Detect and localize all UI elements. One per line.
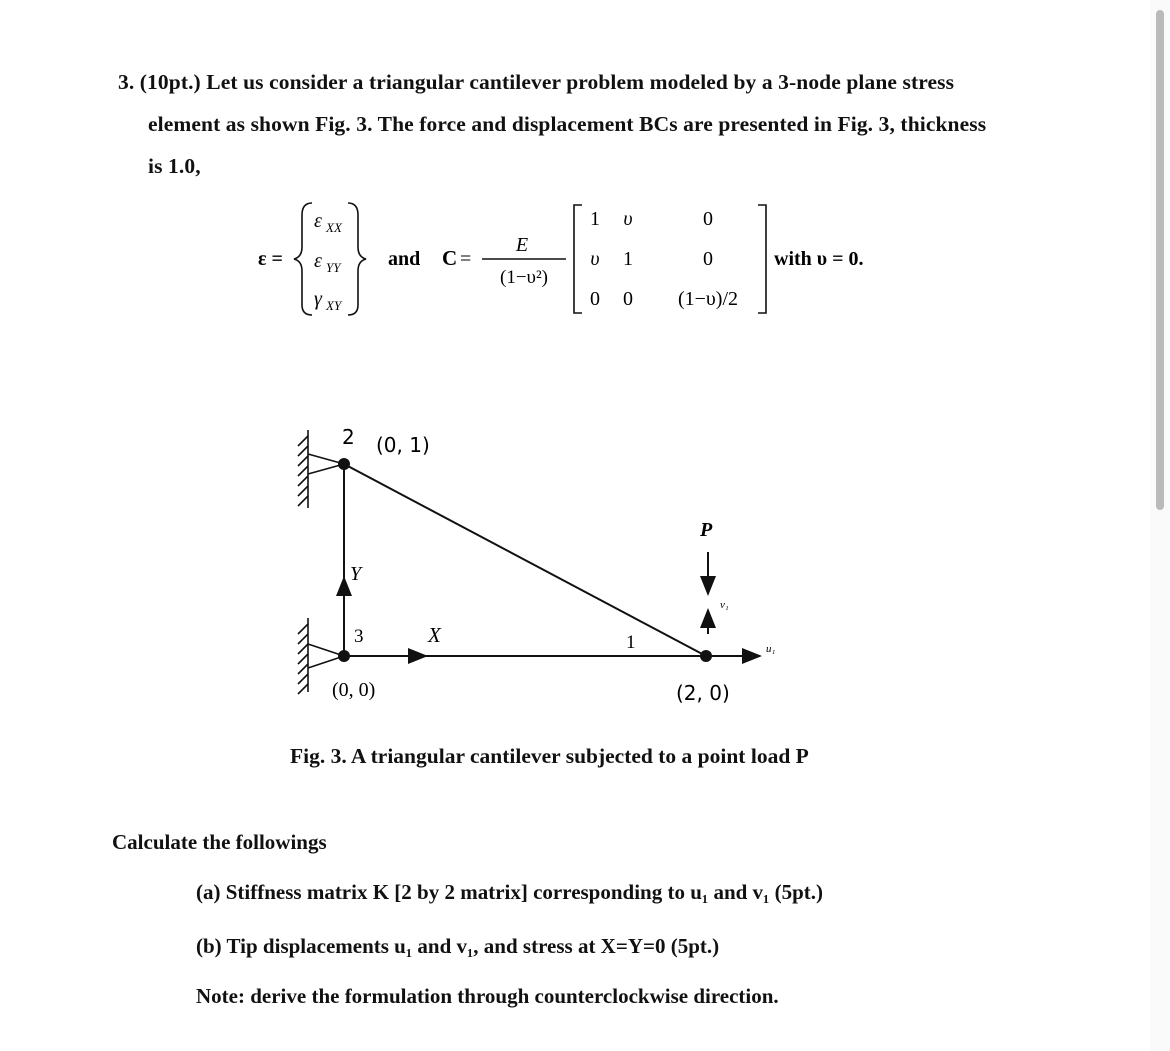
fraction-numerator: E <box>515 234 529 256</box>
problem-line-2: element as shown Fig. 3. The force and displacement BCs are presented in Fig. 3, thickness <box>148 112 987 136</box>
node3-number: 3 <box>354 626 364 647</box>
eps-xx-sub: XX <box>326 220 342 235</box>
y-axis-label: Y <box>350 563 362 585</box>
node1-number: 1 <box>626 632 636 653</box>
node-3 <box>338 650 350 662</box>
node1-coordinate: (2, 0) <box>676 681 730 705</box>
figure-caption: Fig. 3. A triangular cantilever subjected to a point load P <box>290 744 809 768</box>
load-label: P <box>700 519 713 541</box>
right-curly-brace <box>348 203 366 315</box>
v1-label: v₁ <box>720 599 729 611</box>
c-symbol: C <box>442 246 458 270</box>
and-text: and <box>388 248 421 270</box>
eps-yy: ε <box>314 250 322 272</box>
scrollbar-thumb[interactable] <box>1156 10 1164 510</box>
eps-xx: ε <box>314 210 322 232</box>
u1-label: u₁ <box>766 643 776 655</box>
fraction-denominator: (1−υ²) <box>500 267 548 288</box>
matrix-cell: 0 <box>590 288 600 310</box>
question-a: (a) Stiffness matrix K [2 by 2 matrix] corresponding to u₁ and v₁ (5pt.) <box>196 880 824 904</box>
cantilever-figure <box>280 410 820 730</box>
matrix-cell: 0 <box>623 288 633 310</box>
node2-coordinate: (0, 1) <box>376 433 430 457</box>
matrix-cell: 0 <box>703 248 713 270</box>
eps-yy-sub: YY <box>326 260 341 275</box>
node2-number: 2 <box>342 425 355 449</box>
scrollbar[interactable] <box>1150 0 1170 1051</box>
edge-2-1 <box>344 464 706 656</box>
wall-support-top <box>298 430 344 508</box>
matrix-cell: (1−υ)/2 <box>677 288 739 310</box>
equals-sign: = <box>460 248 472 270</box>
epsilon-symbol: ε = <box>258 248 283 270</box>
question-b: (b) Tip displacements u₁ and v₁, and stress at X=Y=0 (5pt.) <box>196 934 720 958</box>
problem-line-3: is 1.0, <box>148 154 201 178</box>
left-curly-brace <box>294 203 312 315</box>
x-axis-label: X <box>428 623 441 647</box>
matrix-left-bracket <box>574 205 582 313</box>
matrix-cell: 1 <box>623 248 633 270</box>
gamma-xy-sub: XY <box>326 298 342 313</box>
gamma-xy: γ <box>314 288 322 310</box>
problem-line-1: 3. (10pt.) Let us consider a triangular cantilever problem modeled by a 3-node plane stress <box>118 70 955 94</box>
node-2 <box>338 458 350 470</box>
questions-intro: Calculate the followings <box>112 830 327 854</box>
equation-block <box>250 195 910 325</box>
node3-coordinate: (0, 0) <box>332 679 376 701</box>
matrix-cell: υ <box>623 208 633 230</box>
matrix-cell: 1 <box>590 208 600 230</box>
matrix-cell: 0 <box>703 208 713 230</box>
matrix-cell: υ <box>590 248 600 270</box>
question-note: Note: derive the formulation through counterclockwise direction. <box>196 984 779 1008</box>
node-1 <box>700 650 712 662</box>
with-text: with υ = 0. <box>774 248 864 270</box>
matrix-right-bracket <box>758 205 766 313</box>
